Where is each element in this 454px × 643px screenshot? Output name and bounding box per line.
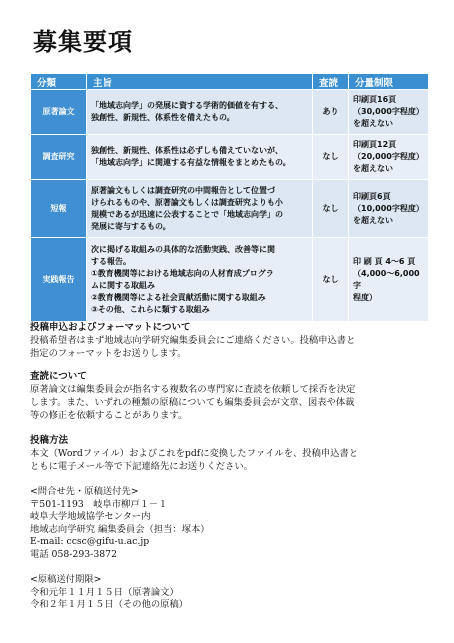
section-line: 本文（Wordファイル）およびこれをpdfに変換したファイルを、投稿申込書と [30,448,359,459]
purpose-line: 独創性、新規性、体系性は必ずしも備えていないが、 [91,146,283,155]
limit-line: 印 刷 頁 4～6 頁 [353,256,416,266]
limit-line: （4,000～6,000字 [353,268,420,290]
table-header-row [31,74,429,90]
purpose-line: ①教育機関等における地域志向の人材育成プログラ [91,268,274,278]
review-cell: なし [313,238,349,322]
purpose-line: 原著論文もしくは調査研究の中間報告として位置づ [91,185,275,195]
section-submission-method [30,434,430,473]
contact-block [30,486,430,561]
section-submission-format [30,321,430,360]
contact-email: E-mail: ccsc@gifu-u.ac.jp [30,536,150,547]
purpose-line: 「地域志向学」に関連する有益な情報をまとめたもの。 [91,158,291,167]
purpose-cell [87,135,313,180]
limit-line: （20,000字程度） [353,152,424,161]
purpose-line: ③その他、これらに類する取組み [91,304,210,314]
purpose-line: する報告。 [91,256,131,266]
review-cell: なし [313,180,349,238]
table-row [31,180,429,238]
section-heading: 投稿申込およびフォーマットについて [30,322,191,333]
limit-cell [349,90,429,135]
limit-line: を超えない [353,119,393,128]
contact-line: 〒501-1193 岐阜市柳戸１－１ [30,498,168,510]
purpose-line: 独創性、新規性、体系性を備えたもの。 [91,113,235,122]
header-limit: 分量制限 [349,74,429,90]
purpose-line: 「地域志向学」の発展に資する学術的価値を有する、 [91,101,283,110]
limit-line: 印刷頁16頁 [353,95,397,104]
table-row [31,135,429,180]
review-cell: あり [313,90,349,135]
purpose-line: けられるものや、原著論文もしくは調査研究よりも小 [91,197,283,207]
section-line: 投稿希望者はまず地域志向学研究編集委員会にご連絡ください。投稿申込書と [30,335,356,346]
limit-cell [349,238,429,322]
purpose-line: ムに関する取組み [91,280,155,290]
category-cell: 原著論文 [31,90,87,135]
limit-cell [349,135,429,180]
table-row [31,238,429,322]
contact-line: 地域志向学研究 編集委員会（担当：塚本） [30,523,210,535]
deadline-line: 令和元年１１月１５日（原著論文） [30,586,179,598]
table-row [31,90,429,135]
section-line: 指定のフォーマットをお送りします。 [30,348,187,359]
category-cell: 短報 [31,180,87,238]
limit-line: （30,000字程度） [353,107,424,116]
section-line: ともに電子メール等で下記連絡先にお送りください。 [30,461,253,472]
section-heading: 投稿方法 [30,435,69,446]
section-line: 原著論文は編集委員会が指名する複数名の専門家に査読を依頼して採否を決定 [30,384,356,395]
header-review: 査読 [313,74,349,90]
purpose-line: 規模であるが迅速に公表することで「地域志向学」の [91,209,283,219]
purpose-cell [87,90,313,135]
header-purpose: 主旨 [87,74,313,90]
section-line: します。また、いずれの種類の原稿についても編集委員会が文章、図表や体裁 [30,397,355,408]
section-line: 等の修正を依頼することがあります。 [30,410,188,421]
header-category: 分類 [31,74,87,90]
limit-line: 程度） [353,292,377,302]
deadline-line: 令和２年１月１５日（その他の原稿） [30,599,189,610]
purpose-line: 次に掲げる取組みの具体的な活動実践、改善等に関 [91,244,275,254]
limit-line: 印刷頁6頁 [353,191,391,201]
limit-line: （10,000字程度） [353,203,424,213]
section-review [30,370,430,422]
page-title: 募集要項 [33,28,133,56]
review-cell: なし [313,135,349,180]
contact-line: <問合せ先・原稿送付先> [30,486,139,497]
category-cell: 実践報告 [31,238,87,322]
purpose-cell [87,238,313,322]
limit-line: 印刷頁12頁 [353,140,397,149]
category-cell: 調査研究 [31,135,87,180]
limit-line: を超えない [353,215,393,225]
purpose-line: 発展に寄与するもの。 [91,221,171,231]
contact-phone: 電話 058-293-3872 [30,548,117,560]
section-heading: 査読について [30,371,87,382]
limit-line: を超えない [353,164,393,173]
contact-line: 岐阜大学地域協学センター内 [30,511,151,522]
limit-cell [349,180,429,238]
requirements-table [30,73,429,322]
purpose-line: ②教育機関等による社会貢献活動に関する取組み [91,292,266,302]
purpose-cell [87,180,313,238]
deadline-line: <原稿送付期限> [30,574,102,585]
deadline-block [30,574,430,612]
